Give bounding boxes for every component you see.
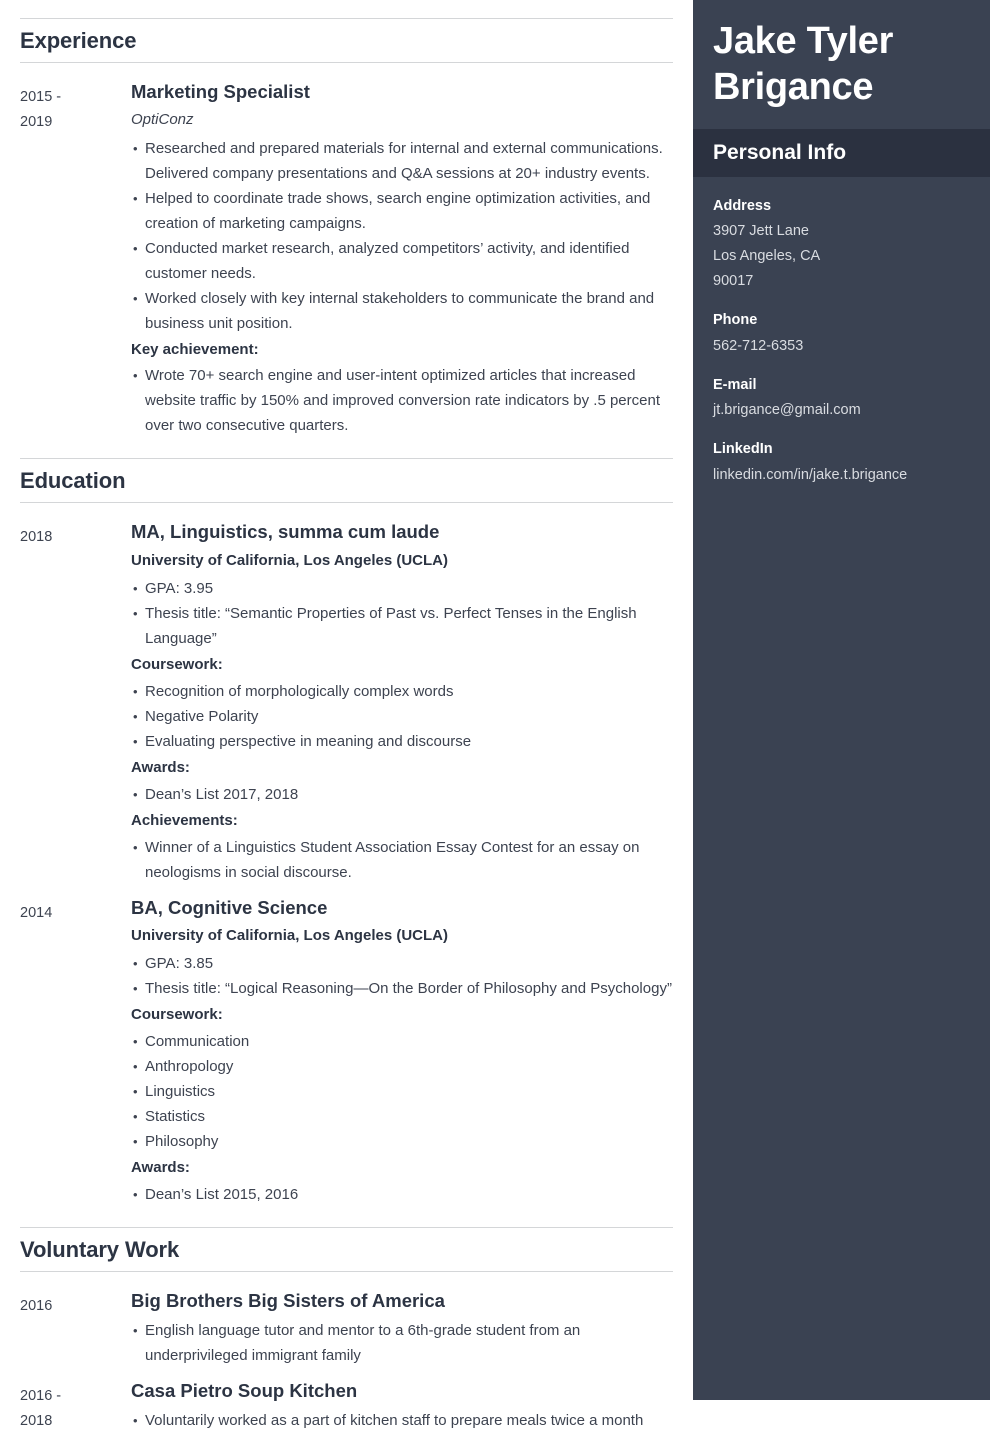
- list-item: • Dean’s List 2015, 2016: [131, 1182, 673, 1207]
- voluntary-entry: [20, 1288, 673, 1374]
- awards-list: [131, 1182, 673, 1207]
- spacer: [20, 448, 673, 458]
- degree-bullet-list: [131, 951, 673, 1001]
- achievements-label: Achievements:: [131, 811, 238, 829]
- info-value-phone[interactable]: 562-712-6353: [713, 337, 804, 354]
- entry-body: [131, 519, 673, 890]
- info-label: Phone: [713, 312, 758, 329]
- list-item: • Winner of a Linguistics Student Association Essay Contest for an essay on neologisms in social discourse.: [131, 835, 673, 885]
- sidebar: [693, 0, 990, 1400]
- personal-info-header: [693, 129, 990, 177]
- job-title: Marketing Specialist: [131, 81, 310, 103]
- coursework-list: [131, 679, 673, 754]
- list-item: • Linguistics: [131, 1079, 673, 1104]
- entry-date: [20, 79, 131, 135]
- voluntary-bullet-list: [131, 1318, 673, 1368]
- entry-body: [131, 1378, 673, 1439]
- section-header-voluntary-work: [20, 1227, 673, 1272]
- list-item: • GPA: 3.95: [131, 576, 673, 601]
- achievements-list: [131, 835, 673, 885]
- info-label: E-mail: [713, 376, 757, 393]
- list-item: • Helped to coordinate trade shows, search engine optimization activities, and creation of marketing campaigns.: [131, 186, 673, 236]
- job-bullet-list: [131, 136, 673, 336]
- info-value: Los Angeles, CA: [713, 248, 821, 265]
- awards-list: [131, 782, 673, 807]
- list-item: • Thesis title: “Logical Reasoning—On the Border of Philosophy and Psychology”: [131, 976, 673, 1001]
- section-header-education: [20, 458, 673, 503]
- entry-date-line-2: 2019: [20, 114, 53, 131]
- company-name: OptiConz: [131, 111, 194, 128]
- coursework-label: Coursework:: [131, 656, 223, 674]
- info-value-email[interactable]: jt.brigance@gmail.com: [713, 402, 861, 419]
- info-value: 90017: [713, 273, 754, 290]
- entry-date: 2018: [20, 529, 53, 546]
- info-value-linkedin[interactable]: linkedin.com/in/jake.t.brigance: [713, 466, 908, 483]
- key-achievement-list: [131, 363, 673, 438]
- school-name: University of California, Los Angeles (UCLA): [131, 927, 448, 945]
- list-item: • Statistics: [131, 1104, 673, 1129]
- voluntary-entry: [20, 1378, 673, 1439]
- list-item: • Wrote 70+ search engine and user-intent optimized articles that increased website traffic by 150% and improved conversion rate indicators by .5 percent over two consecutive quarters.: [131, 363, 673, 438]
- degree-bullet-list: [131, 576, 673, 651]
- list-item: • Recognition of morphologically complex words: [131, 679, 673, 704]
- entry-body: [131, 79, 673, 444]
- personal-info-body: [693, 177, 990, 488]
- list-item: • Conducted market research, analyzed competitors’ activity, and identified customer needs.: [131, 236, 673, 286]
- section-header-experience: [20, 18, 673, 63]
- list-item: • Worked closely with key internal stakeholders to communicate the brand and business unit position.: [131, 286, 673, 336]
- entry-date-line-1: 2015 -: [20, 89, 62, 106]
- list-item: • GPA: 3.85: [131, 951, 673, 976]
- list-item: • Voluntarily worked as a part of kitchen staff to prepare meals twice a month: [131, 1408, 673, 1433]
- entry-date: 2016: [20, 1298, 53, 1314]
- coursework-label: Coursework:: [131, 1006, 223, 1024]
- list-item: • Philosophy: [131, 1129, 673, 1154]
- section-voluntary-work: [20, 1227, 673, 1439]
- info-label: LinkedIn: [713, 441, 773, 458]
- entry-date-line-2: 2018: [20, 1412, 53, 1429]
- entry-date: 2014: [20, 904, 53, 921]
- education-entry: [20, 895, 673, 1213]
- list-item: • Communication: [131, 1029, 673, 1054]
- list-item: • Dean’s List 2017, 2018: [131, 782, 673, 807]
- school-name: University of California, Los Angeles (UCLA): [131, 552, 448, 570]
- entry-date: [20, 1378, 131, 1434]
- info-block-phone: [713, 309, 970, 358]
- education-entry: [20, 519, 673, 890]
- list-item: • Thesis title: “Semantic Properties of Past vs. Perfect Tenses in the English Language”: [131, 601, 673, 651]
- entry-body: [131, 1288, 673, 1374]
- degree-title: MA, Linguistics, summa cum laude: [131, 521, 440, 543]
- candidate-name: Jake Tyler Brigance: [713, 20, 894, 109]
- list-item: • Evaluating perspective in meaning and discourse: [131, 729, 673, 754]
- coursework-list: [131, 1029, 673, 1154]
- list-item: • Negative Polarity: [131, 704, 673, 729]
- info-label: Address: [713, 197, 772, 214]
- organization-name: Big Brothers Big Sisters of America: [131, 1290, 445, 1311]
- awards-label: Awards:: [131, 1159, 190, 1177]
- entry-date-line-1: 2016 -: [20, 1387, 62, 1404]
- list-item: • Anthropology: [131, 1054, 673, 1079]
- voluntary-bullet-list: [131, 1408, 673, 1433]
- section-title: Voluntary Work: [20, 1236, 180, 1262]
- entry-body: [131, 895, 673, 1213]
- awards-label: Awards:: [131, 759, 190, 776]
- section-experience: [20, 18, 673, 444]
- info-block-email: [713, 374, 970, 423]
- spacer: [20, 1217, 673, 1227]
- experience-entry: [20, 79, 673, 444]
- organization-name: Casa Pietro Soup Kitchen: [131, 1379, 358, 1401]
- info-value: 3907 Jett Lane: [713, 223, 809, 240]
- personal-info-title: Personal Info: [713, 140, 847, 164]
- section-title: Education: [20, 468, 126, 494]
- list-item: • Researched and prepared materials for internal and external communications. Delivered company presentations and Q&A sessions at 20+ industry events.: [131, 136, 673, 186]
- info-block-address: [713, 195, 970, 294]
- key-achievement-label: Key achievement:: [131, 340, 259, 358]
- section-title: Experience: [20, 28, 137, 53]
- info-block-linkedin: [713, 438, 970, 487]
- list-item: • English language tutor and mentor to a 6th-grade student from an underprivileged immigrant family: [131, 1318, 673, 1368]
- section-education: [20, 458, 673, 1213]
- degree-title: BA, Cognitive Science: [131, 896, 328, 918]
